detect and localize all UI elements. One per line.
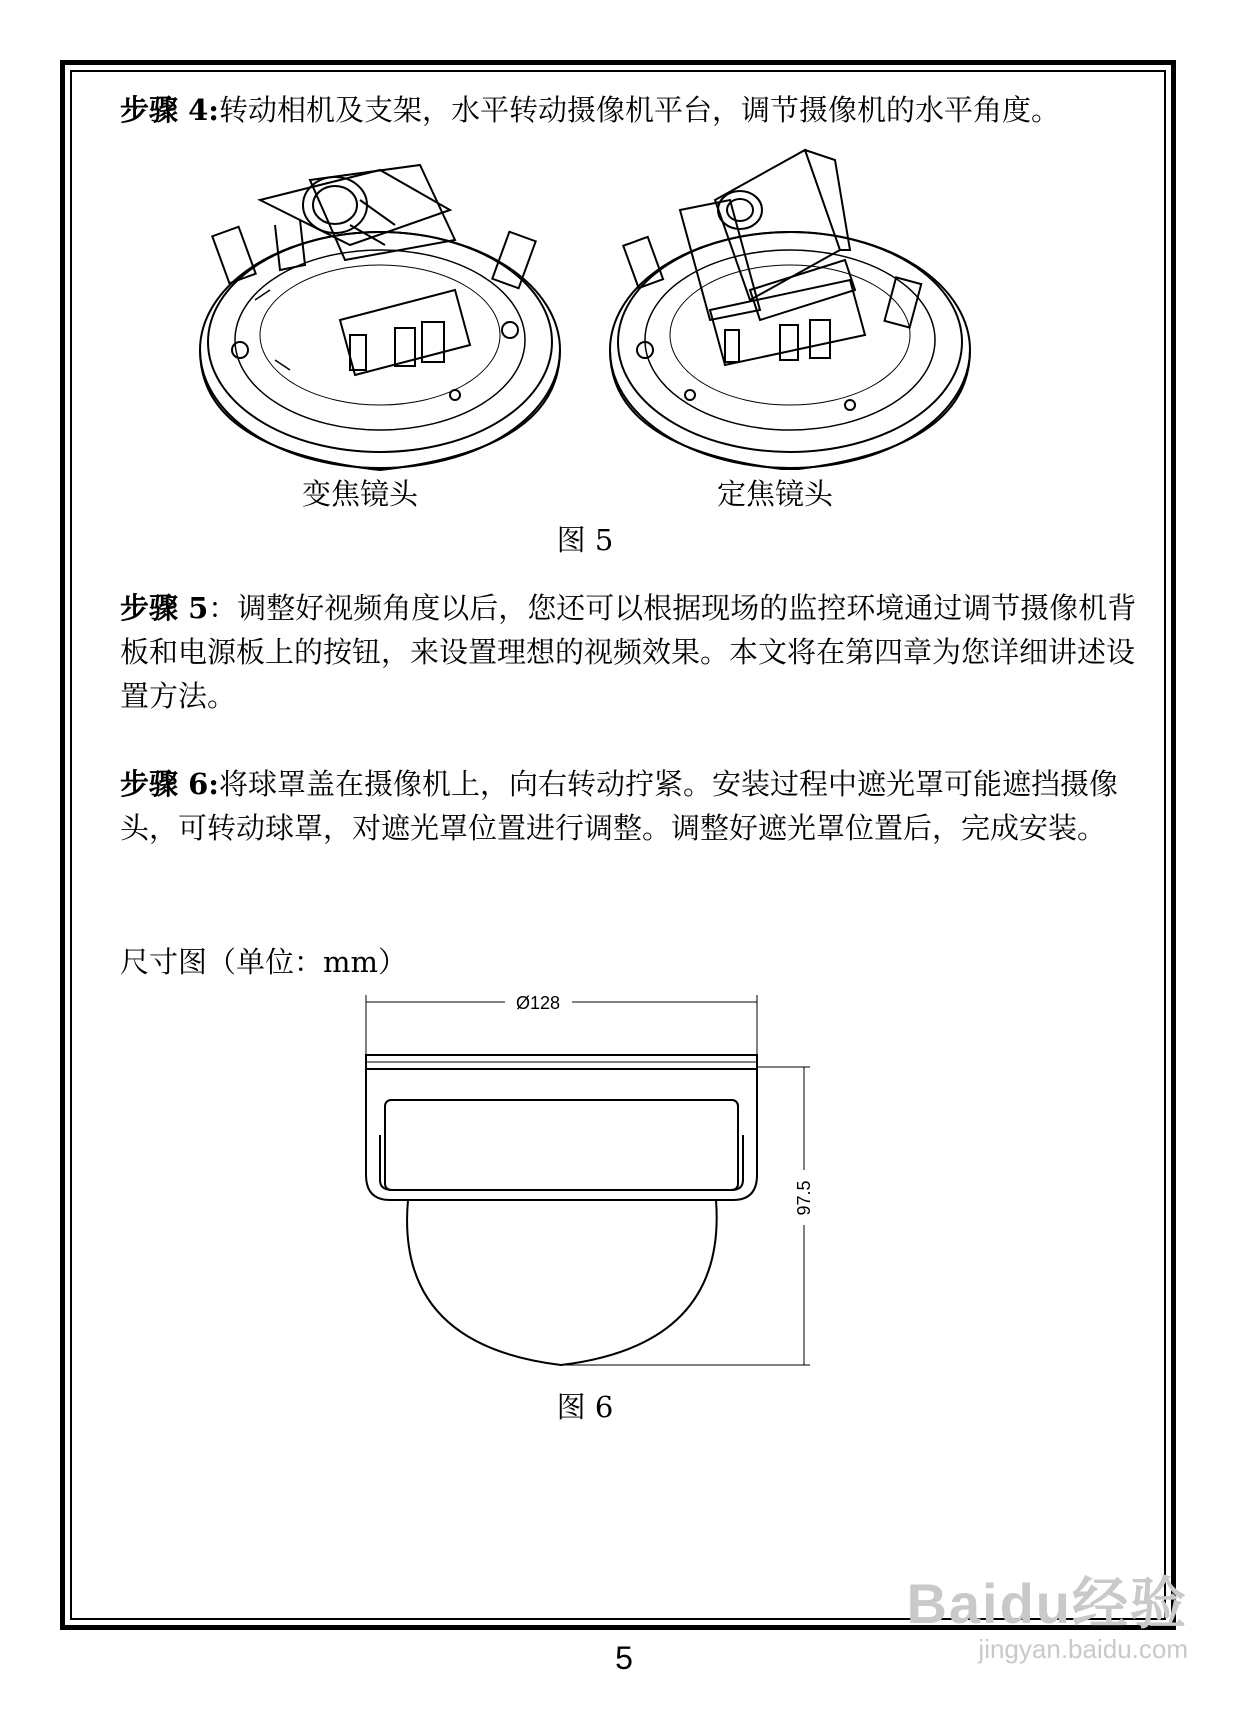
height-label: 97.5	[794, 1180, 814, 1216]
step4-label: 步骤 4:	[120, 93, 219, 127]
figure6-caption: 图 6	[556, 1390, 614, 1424]
dimension-title: 尺寸图（单位：mm）	[120, 945, 407, 979]
dome-dimension-drawing	[350, 985, 830, 1375]
step6-paragraph	[120, 762, 1150, 850]
figure5-caption: 图 5	[556, 523, 614, 557]
step5-paragraph	[120, 586, 1150, 718]
step6-label: 步骤 6:	[120, 767, 219, 801]
watermark-url: jingyan.baidu.com	[978, 1634, 1188, 1664]
fixed-lens-caption: 定焦镜头	[716, 477, 833, 511]
step5-label: 步骤 5	[120, 591, 209, 625]
fixed-lens-camera-illustration	[600, 140, 980, 470]
diameter-label: Ø128	[515, 993, 561, 1013]
step4-paragraph	[120, 88, 1150, 132]
page-number: 5	[615, 1640, 633, 1676]
watermark-logo: Baidu经验	[906, 1572, 1188, 1635]
zoom-lens-caption: 变焦镜头	[301, 477, 418, 511]
zoom-lens-camera-illustration	[190, 150, 570, 480]
step6-text: 将球罩盖在摄像机上，向右转动拧紧。安装过程中遮光罩可能遮挡摄像头，可转动球罩，对遮光罩位置进行调整。调整好遮光罩位置后，完成安装。	[120, 767, 1118, 845]
step5-text: ：调整好视频角度以后，您还可以根据现场的监控环境通过调节摄像机背板和电源板上的按钮，来设置理想的视频效果。本文将在第四章为您详细讲述设置方法。	[120, 591, 1137, 713]
step4-text: 转动相机及支架，水平转动摄像机平台，调节摄像机的水平角度。	[218, 93, 1060, 127]
